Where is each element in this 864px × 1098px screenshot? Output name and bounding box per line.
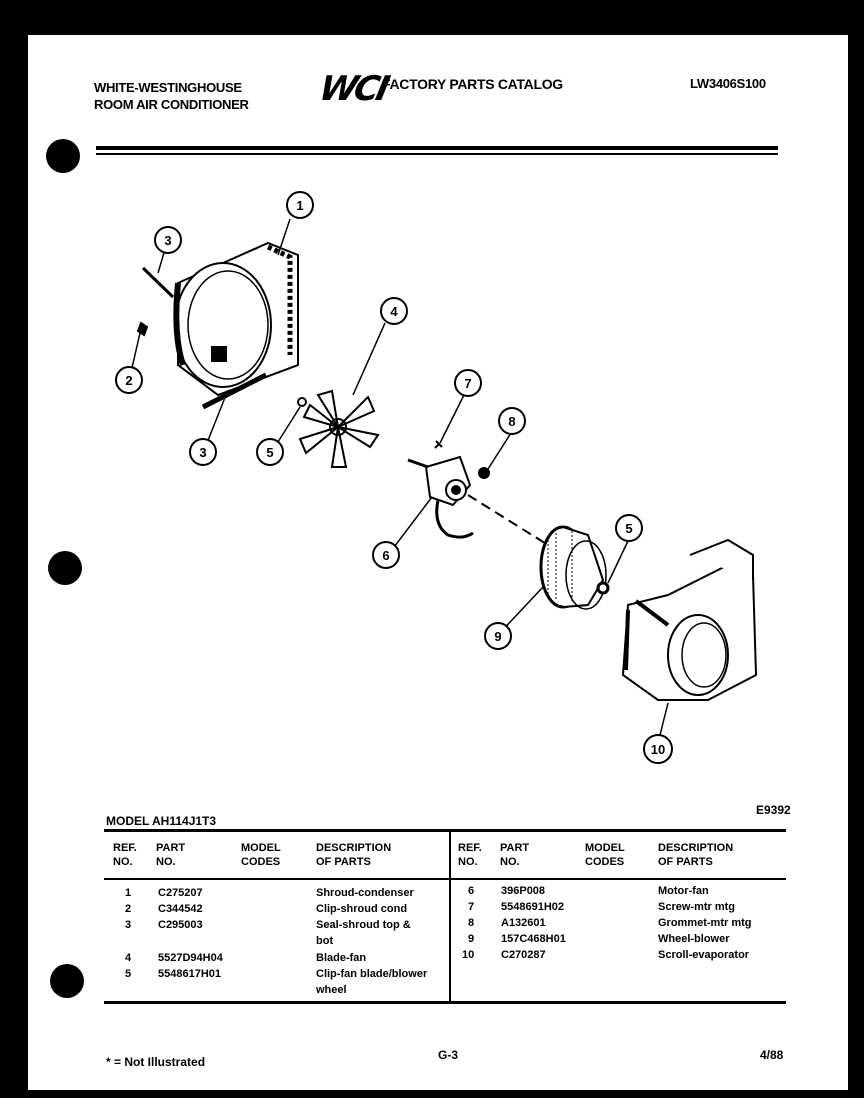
header-model-right bbox=[585, 841, 625, 869]
desc-cell: Scroll-evaporator bbox=[658, 949, 750, 961]
header-ref-line2: NO. bbox=[113, 856, 133, 868]
callout-5b-text: 5 bbox=[625, 521, 633, 536]
ref-cell: 10 bbox=[462, 949, 475, 961]
table-bottom-rule bbox=[104, 1001, 786, 1004]
callout-5a bbox=[257, 439, 283, 465]
callout-10-text: 10 bbox=[650, 742, 666, 757]
callout-8-text: 8 bbox=[508, 414, 516, 429]
header-part-line2: NO. bbox=[156, 856, 176, 868]
callout-5b bbox=[616, 515, 642, 541]
callout-6 bbox=[373, 542, 399, 568]
catalog-date: 4/88 bbox=[760, 1048, 784, 1062]
desc-cell: Clip-shroud cond bbox=[316, 903, 408, 915]
catalog-code: LW3406S100 bbox=[690, 76, 766, 91]
callout-1 bbox=[287, 192, 313, 218]
header-model-r-line1: MODEL bbox=[585, 842, 625, 854]
header-part-right bbox=[500, 841, 529, 869]
desc-cell: Screw-mtr mtg bbox=[658, 901, 736, 913]
callout-6-text: 6 bbox=[382, 548, 390, 563]
model-number: MODEL AH114J1T3 bbox=[106, 814, 217, 828]
header-ref-left bbox=[113, 841, 137, 869]
part-cell: C270287 bbox=[501, 949, 546, 961]
scroll-evaporator-part bbox=[623, 540, 756, 700]
header-desc-right bbox=[658, 841, 733, 869]
desc-cell-cont: bot bbox=[316, 935, 334, 947]
ref-cell: 4 bbox=[125, 952, 132, 964]
table-top-rule bbox=[104, 829, 786, 832]
callout-3a bbox=[155, 227, 181, 253]
callout-4 bbox=[381, 298, 407, 324]
callout-3a-text: 3 bbox=[164, 233, 172, 248]
page-content bbox=[28, 35, 848, 1090]
not-illustrated-note: * = Not Illustrated bbox=[106, 1055, 206, 1069]
desc-cell: Grommet-mtr mtg bbox=[658, 917, 752, 929]
header-desc-left bbox=[316, 841, 391, 869]
ref-cell: 2 bbox=[125, 903, 132, 915]
part-cell: A132601 bbox=[501, 917, 546, 929]
table-header-rule bbox=[104, 878, 786, 880]
catalog-title: FACTORY PARTS CATALOG bbox=[382, 76, 563, 92]
callout-7-text: 7 bbox=[464, 376, 472, 391]
desc-cell: Seal-shroud top & bbox=[316, 919, 411, 931]
callout-3b bbox=[190, 439, 216, 465]
header-ref-line1: REF. bbox=[113, 842, 137, 854]
ref-cell: 1 bbox=[125, 887, 132, 899]
part-cell: C295003 bbox=[158, 919, 203, 931]
part-cell: 157C468H01 bbox=[501, 933, 566, 945]
desc-cell: Clip-fan blade/blower bbox=[316, 968, 428, 980]
callout-9 bbox=[485, 623, 511, 649]
blade-fan-part bbox=[300, 391, 378, 467]
header-desc-line2: OF PARTS bbox=[316, 856, 371, 868]
motor-fan-part bbox=[408, 457, 473, 537]
wci-logo: WCI bbox=[315, 69, 391, 109]
callout-3b-text: 3 bbox=[199, 445, 207, 460]
shroud-condenser-part bbox=[175, 243, 298, 395]
wheel-blower-part bbox=[541, 527, 606, 609]
part-cell: 5548691H02 bbox=[501, 901, 565, 913]
callout-5a-text: 5 bbox=[266, 445, 274, 460]
table-divider bbox=[449, 830, 451, 1004]
brand-line-1: WHITE-WESTINGHOUSE bbox=[94, 80, 242, 95]
part-cell: C275207 bbox=[158, 887, 203, 899]
header-part-line1: PART bbox=[156, 842, 186, 854]
part-cell: 5527D94H04 bbox=[158, 952, 223, 964]
desc-cell: Wheel-blower bbox=[658, 933, 730, 945]
header-part-r-line1: PART bbox=[500, 842, 530, 854]
header-desc-r-line2: OF PARTS bbox=[658, 856, 713, 868]
desc-cell-cont: wheel bbox=[316, 984, 347, 996]
part-cell: 5548617H01 bbox=[158, 968, 222, 980]
ref-cell: 8 bbox=[468, 917, 475, 929]
desc-cell: Motor-fan bbox=[658, 885, 709, 897]
header-model-r-line2: CODES bbox=[585, 856, 625, 868]
callout-10 bbox=[644, 735, 672, 763]
diagram-code: E9392 bbox=[756, 803, 791, 817]
ref-cell: 5 bbox=[125, 968, 132, 980]
header-desc-line1: DESCRIPTION bbox=[316, 842, 392, 854]
callout-4-text: 4 bbox=[390, 304, 398, 319]
header-desc-r-line1: DESCRIPTION bbox=[658, 842, 734, 854]
callout-1-text: 1 bbox=[296, 198, 304, 213]
desc-cell: Shroud-condenser bbox=[316, 887, 414, 899]
callout-9-text: 9 bbox=[494, 629, 502, 644]
callout-2-text: 2 bbox=[125, 373, 133, 388]
header-model-line2: CODES bbox=[241, 856, 281, 868]
ref-cell: 3 bbox=[125, 919, 132, 931]
ref-cell: 7 bbox=[468, 901, 475, 913]
ref-cell: 9 bbox=[468, 933, 475, 945]
callout-7 bbox=[455, 370, 481, 396]
desc-cell: Blade-fan bbox=[316, 952, 367, 964]
part-cell: 396P008 bbox=[501, 885, 546, 897]
page-number: G-3 bbox=[438, 1048, 459, 1062]
header-ref-r-line1: REF. bbox=[458, 842, 482, 854]
header-model-left bbox=[241, 841, 281, 869]
header-ref-right bbox=[458, 841, 482, 869]
brand-line-2: ROOM AIR CONDITIONER bbox=[94, 97, 249, 112]
ref-cell: 6 bbox=[468, 885, 475, 897]
callout-8 bbox=[499, 408, 525, 434]
callout-2 bbox=[116, 367, 142, 393]
part-cell: C344542 bbox=[158, 903, 203, 915]
exploded-parts-diagram bbox=[28, 35, 848, 795]
header-ref-r-line2: NO. bbox=[458, 856, 478, 868]
header-model-line1: MODEL bbox=[241, 842, 281, 854]
header-part-r-line2: NO. bbox=[500, 856, 520, 868]
header-part-left bbox=[156, 841, 185, 869]
